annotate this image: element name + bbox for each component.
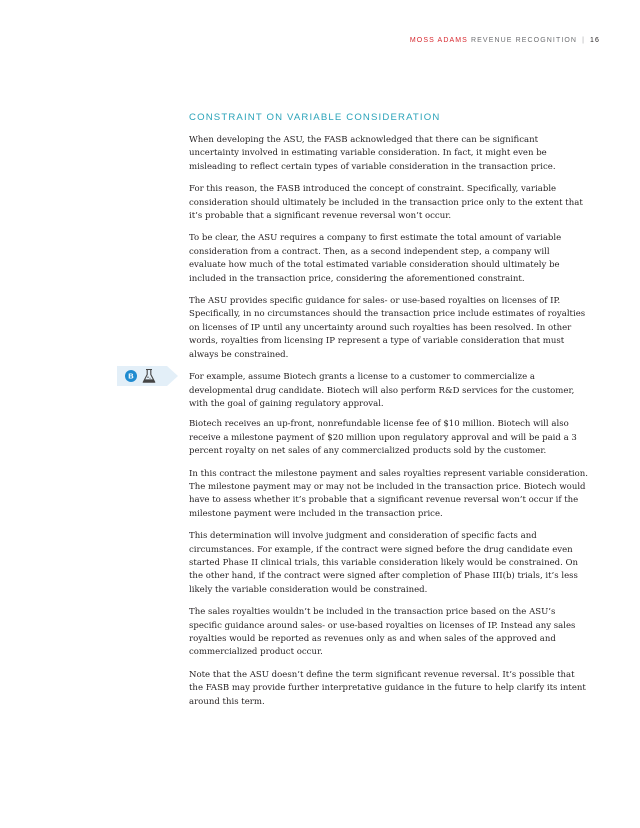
page-number: 16 [590, 37, 600, 44]
paragraph-reversal-definition: Note that the ASU doesn’t define the term significant revenue reversal. It’s possible that the FASB may provide further interpretative guidance in the future to help clarify its intent around this term. [189, 669, 586, 707]
paragraph-royalty-guidance: The ASU provides specific guidance for sales- or use-based royalties on licenses of IP. Specifically, in no circumstances should the transaction price include estimates of royalties on licenses of IP until any uncertainty around such royalties has been resolved. In other words, royalties from licensing IP represent a type of variable consideration that must always be constrained. [189, 296, 586, 360]
paragraph-license-fee: Biotech receives an up-front, nonrefundable license fee of $10 million. Biotech will also receive a milestone payment of $20 million upon regulatory approval and will be paid a 3 percent royalty on net sales of any commercialized products sold by the customer. [189, 419, 577, 457]
header-separator: | [582, 37, 585, 44]
header-section-title: REVENUE RECOGNITION [471, 37, 578, 44]
section-heading: CONSTRAINT ON VARIABLE CONSIDERATION [189, 112, 441, 123]
main-content [189, 112, 589, 718]
paragraph-judgment-phases: This determination will involve judgment and consideration of specific facts and circumstances. For example, if the contract were signed before the drug candidate even started Phase II clinical trials, this variable consideration likely would be constrained. On the other hand, if the contract were signed after completion of Phase III(b) trials, it’s less likely the variable consideration would be constrained. [189, 531, 579, 595]
paragraph-milestone-assessment: In this contract the milestone payment and sales royalties represent variable consideration. The milestone payment may or may not be included in the transaction price. Biotech would have to assess whether it’s probable that a significant revenue reversal won’t occur if the milestone payment were included in the transaction price. [189, 468, 589, 519]
brand-name: MOSS ADAMS [409, 37, 468, 44]
example-badge-letter: B [128, 371, 134, 381]
example-badge [125, 370, 137, 382]
paragraph-asu-uncertainty: When developing the ASU, the FASB acknowledged that there can be significant uncertainty involved in estimating variable consideration. In fact, it might even be misleading to reflect certain types of variable consideration in the transaction price. [189, 135, 556, 172]
example-marker [117, 366, 179, 386]
running-header [410, 37, 600, 44]
paragraph-sales-royalties: The sales royalties wouldn’t be included in the transaction price based on the ASU’s specific guidance around sales- or use-based royalties on licenses of IP. Instead any sales royalties would be reported as revenues only as and when sales of the approved and commercialized product occur. [189, 607, 576, 658]
paragraph-two-step-estimate: To be clear, the ASU requires a company to first estimate the total amount of variable consideration from a contract. Then, as a second independent step, a company will evaluate how much of the total estimated variable consideration should ultimately be included in the transaction price, considering the aforementioned constraint. [189, 233, 562, 284]
paragraph-biotech-example: For example, assume Biotech grants a license to a customer to commercialize a developmental drug candidate. Biotech will also perform R&D services for the customer, with the goal of gaining regulatory approval. [189, 372, 575, 409]
paragraph-constraint-concept: For this reason, the FASB introduced the concept of constraint. Specifically, variable consideration should ultimately be included in the transaction price only to the extent that it’s probable that a significant revenue reversal won’t occur. [189, 184, 583, 222]
